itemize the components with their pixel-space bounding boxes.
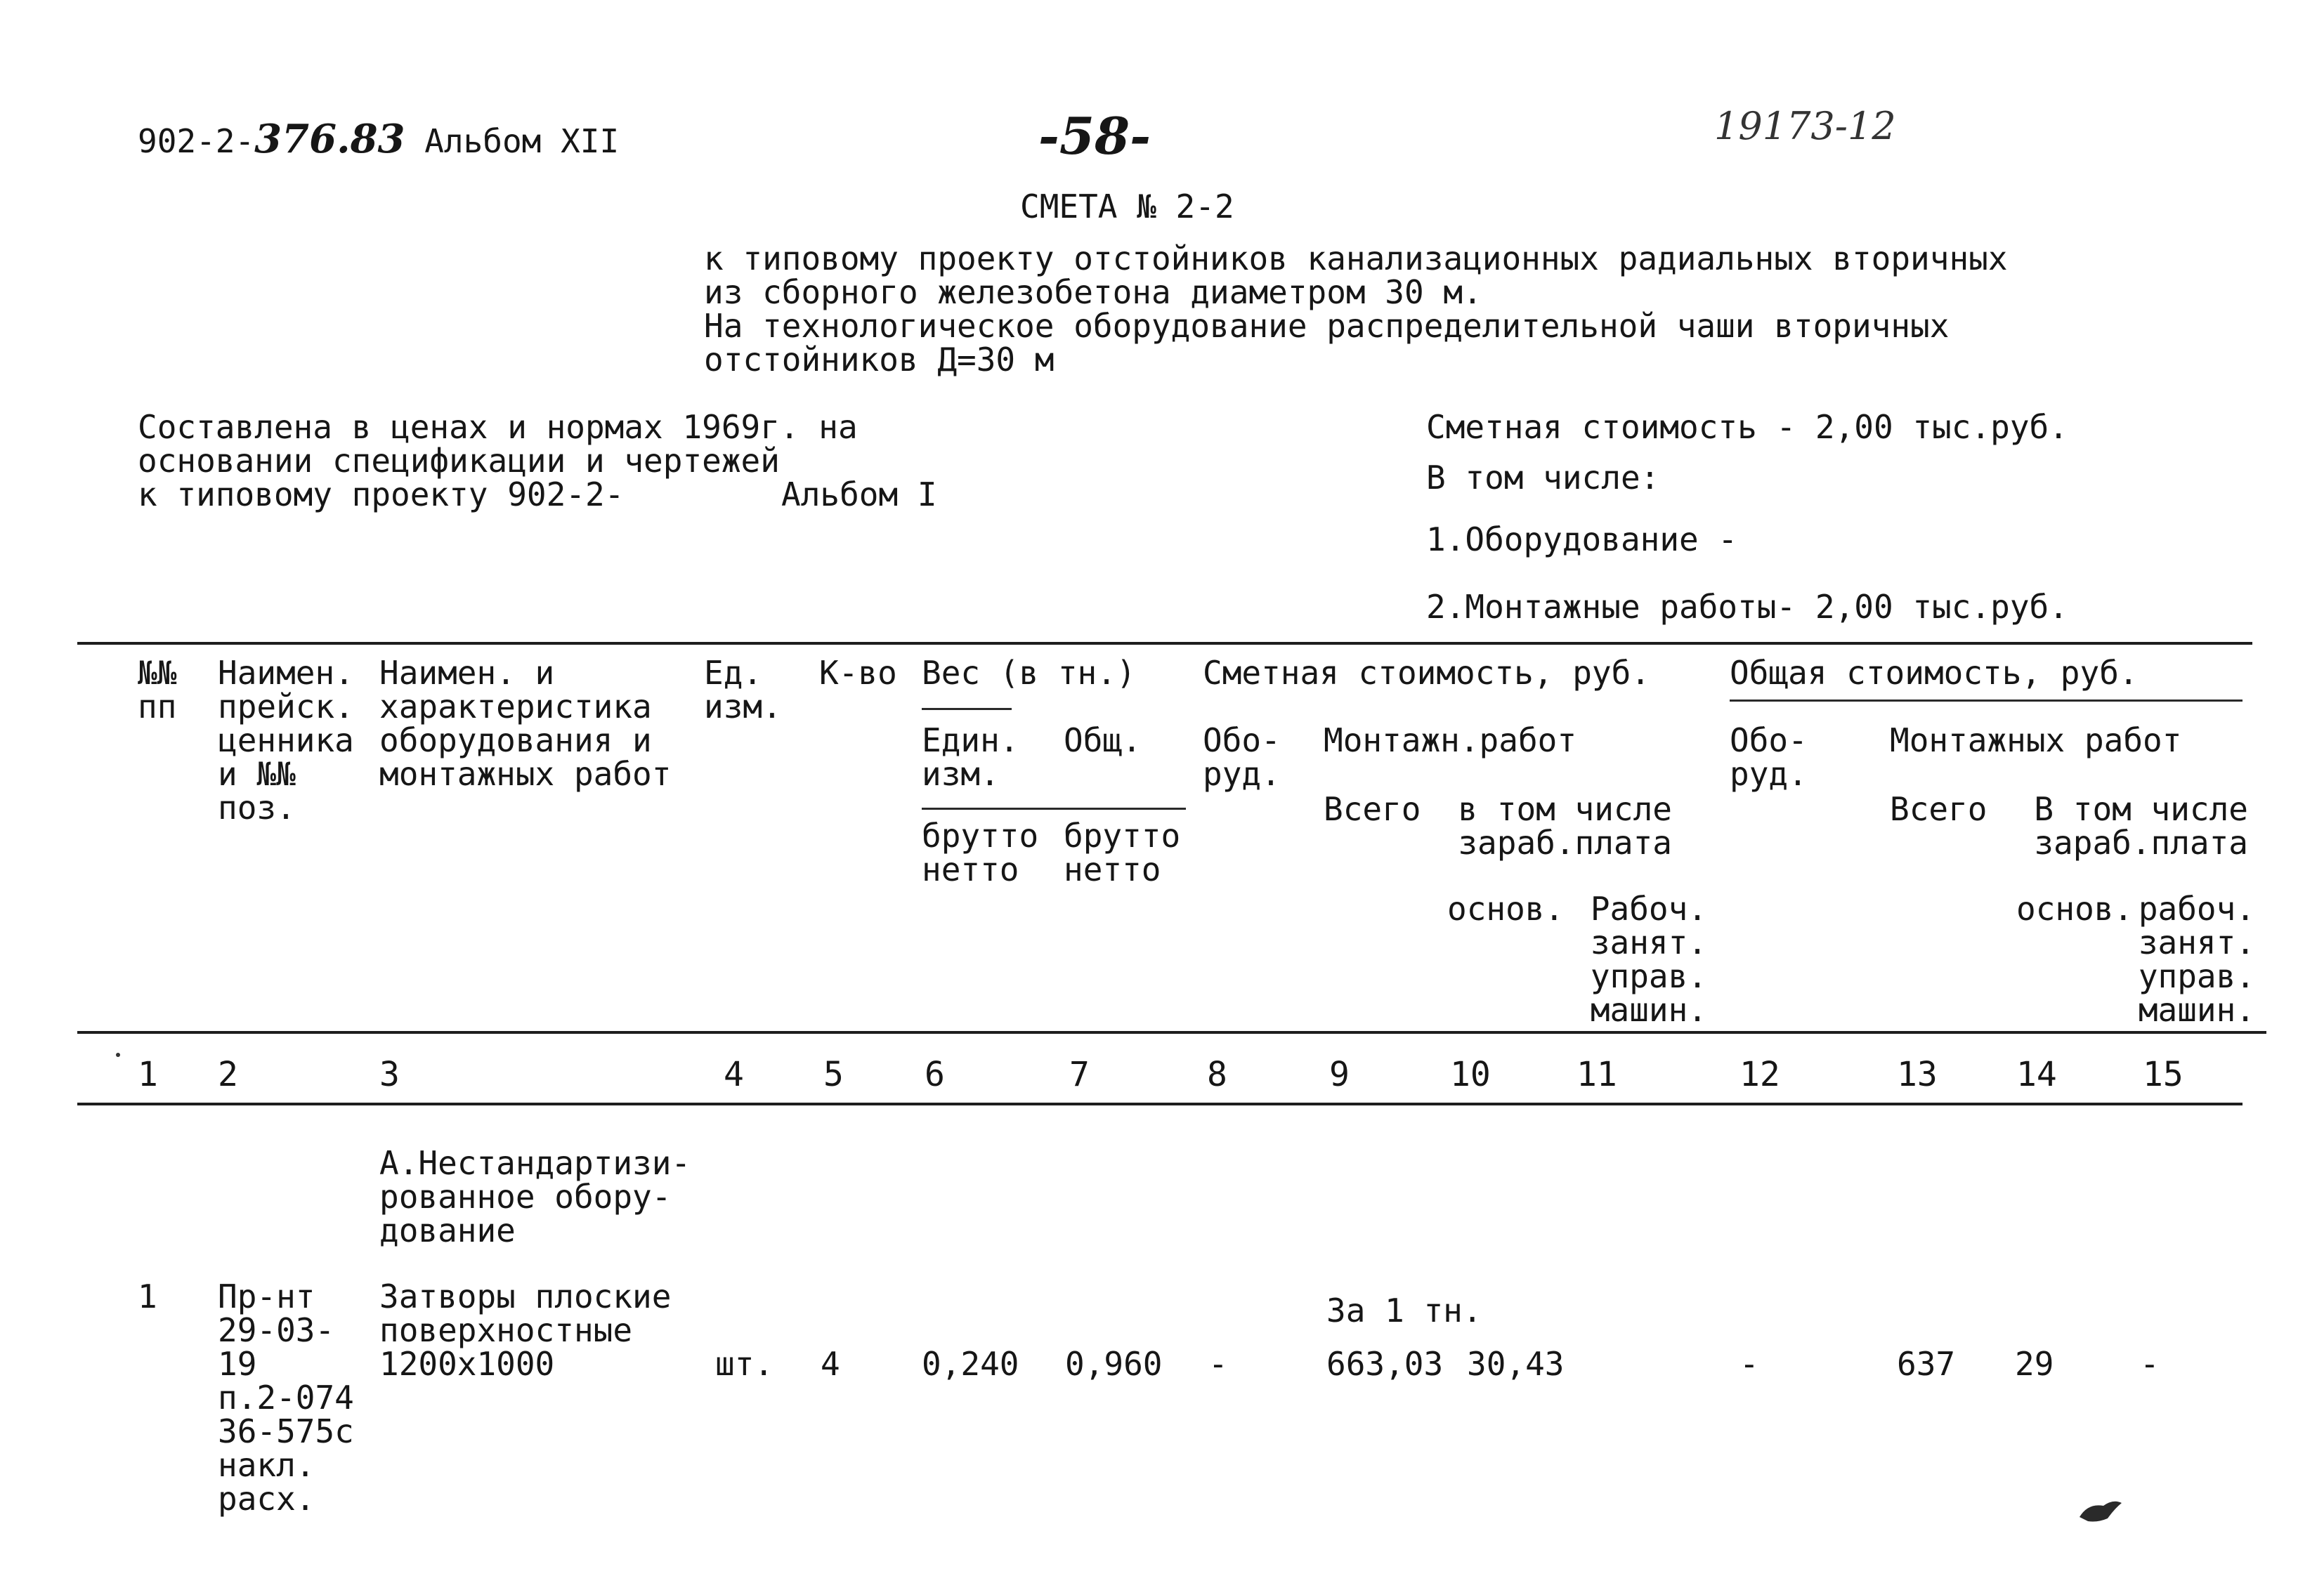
row-name: Затворы плоские поверхностные 1200х1000 [379, 1278, 672, 1383]
colnum-11: 11 [1576, 1055, 1617, 1094]
colnum-9: 9 [1329, 1055, 1350, 1094]
colnum-13: 13 [1897, 1055, 1938, 1094]
row-number: 1 [138, 1278, 157, 1315]
hdr-quantity: К-во [819, 654, 897, 692]
colnum-6: 6 [925, 1055, 945, 1094]
row-unit: шт. [715, 1345, 774, 1383]
basis-line-1: Составлена в ценах и нормах 1969г. на [138, 408, 858, 446]
colnum-bottom-rule [77, 1103, 2243, 1105]
code-prefix: 902-2- [138, 122, 255, 160]
hdr-equipment-8: Обо- руд. [1203, 721, 1281, 793]
basis-line-3: к типовому проекту 902-2- [138, 475, 625, 513]
row-equipment-cost: - [1208, 1345, 1228, 1383]
hdr-number: №№ пп [138, 654, 177, 725]
gross-net-rule [922, 808, 1186, 810]
hdr-incl-wage-14: В том числе зараб.плата [2034, 790, 2248, 862]
row-unit-weight: 0,240 [922, 1345, 1019, 1383]
colnum-4: 4 [724, 1055, 744, 1094]
colnum-2: 2 [218, 1055, 238, 1094]
row-total-weight: 0,960 [1065, 1345, 1163, 1383]
album-code [138, 116, 620, 162]
row-wage-basic: 30,43 [1467, 1345, 1565, 1383]
section-heading: А.Нестандартизи- рованное обору- дование [379, 1144, 691, 1249]
estimated-cost: Сметная стоимость - 2,00 тыс.руб. [1426, 408, 2068, 446]
title-line-3: На технологическое оборудование распределительной чаши вторичных [704, 307, 1950, 345]
hdr-estimated-cost: Сметная стоимость, руб. [1203, 654, 1650, 692]
row-price-ref: Пр-нт 29-03- 19 п.2-074 36-575с накл. расх. [218, 1278, 354, 1518]
row-install-total: 663,03 [1326, 1345, 1444, 1383]
hdr-unit-weight: Един. изм. [922, 721, 1019, 793]
total-cost-underline [1730, 700, 2243, 702]
album-label: Альбом XII [424, 122, 620, 160]
hdr-total-cost: Общая стоимость, руб. [1730, 654, 2139, 692]
colnum-3: 3 [379, 1055, 400, 1094]
row-per-ton: За 1 тн. [1326, 1292, 1482, 1329]
hdr-equipment-12: Обо- руд. [1730, 721, 1808, 793]
colnum-1: 1 [138, 1055, 158, 1094]
scan-speck [112, 1049, 126, 1063]
row-worker-sum: - [2140, 1345, 2160, 1383]
hdr-install-work-9: Монтажн.работ [1324, 721, 1577, 759]
colnum-12: 12 [1739, 1055, 1780, 1094]
colnum-10: 10 [1450, 1055, 1491, 1094]
ink-blot-mark [2072, 1489, 2136, 1531]
including-label: В том числе: [1426, 459, 1660, 497]
row-wage-basic-sum: 29 [2015, 1345, 2054, 1383]
hdr-worker-15: рабоч. занят. управ. машин. [2138, 890, 2255, 1029]
page-number: -58- [1038, 106, 1151, 166]
colnum-7: 7 [1069, 1055, 1090, 1094]
row-quantity: 4 [821, 1345, 840, 1383]
hdr-name: Наимен. и характеристика оборудования и монтажных работ [379, 654, 672, 793]
basis-album: Альбом I [781, 475, 937, 513]
colnum-5: 5 [823, 1055, 844, 1094]
hdr-total-9: Всего [1324, 790, 1421, 828]
weight-underline [922, 708, 1012, 710]
colnum-15: 15 [2143, 1055, 2183, 1094]
row-equipment-total: - [1739, 1345, 1759, 1383]
hdr-total-weight: Общ. [1064, 721, 1142, 759]
title-line-2: из сборного железобетона диаметром 30 м. [704, 273, 1482, 311]
equipment-cost: 1.Оборудование - [1426, 520, 1738, 558]
hdr-install-work-13: Монтажных работ [1890, 721, 2182, 759]
hdr-worker-11: Рабоч. занят. управ. машин. [1590, 890, 1707, 1029]
hdr-gross-net-total: брутто нетто [1064, 817, 1181, 888]
basis-line-2: основании спецификации и чертежей [138, 442, 780, 480]
hdr-gross-net-unit: брутто нетто [922, 817, 1039, 888]
code-handwritten: 376.83 [254, 116, 405, 162]
hdr-weight: Вес (в тн.) [922, 654, 1136, 692]
hdr-price-ref: Наимен. прейск. ценника и №№ поз. [218, 654, 354, 827]
hdr-total-13: Всего [1890, 790, 1987, 828]
table-top-rule [77, 642, 2252, 645]
estimate-title: СМЕТА № 2-2 [1020, 188, 1234, 225]
title-line-1: к типовому проекту отстойников канализационных радиальных вторичных [704, 239, 2008, 277]
archive-number: 19173-12 [1714, 104, 1896, 148]
colnum-14: 14 [2016, 1055, 2057, 1094]
hdr-unit: Ед. изм. [704, 654, 782, 725]
row-install-total-sum: 637 [1897, 1345, 1956, 1383]
header-bottom-rule [77, 1031, 2266, 1034]
hdr-incl-wage-10: в том числе зараб.плата [1458, 790, 1672, 862]
colnum-8: 8 [1207, 1055, 1227, 1094]
hdr-basic-14: основ. [2016, 890, 2134, 928]
title-line-4: отстойников Д=30 м [704, 341, 1055, 379]
hdr-basic-10: основ. [1447, 890, 1565, 928]
installation-cost: 2.Монтажные работы- 2,00 тыс.руб. [1426, 588, 2068, 626]
